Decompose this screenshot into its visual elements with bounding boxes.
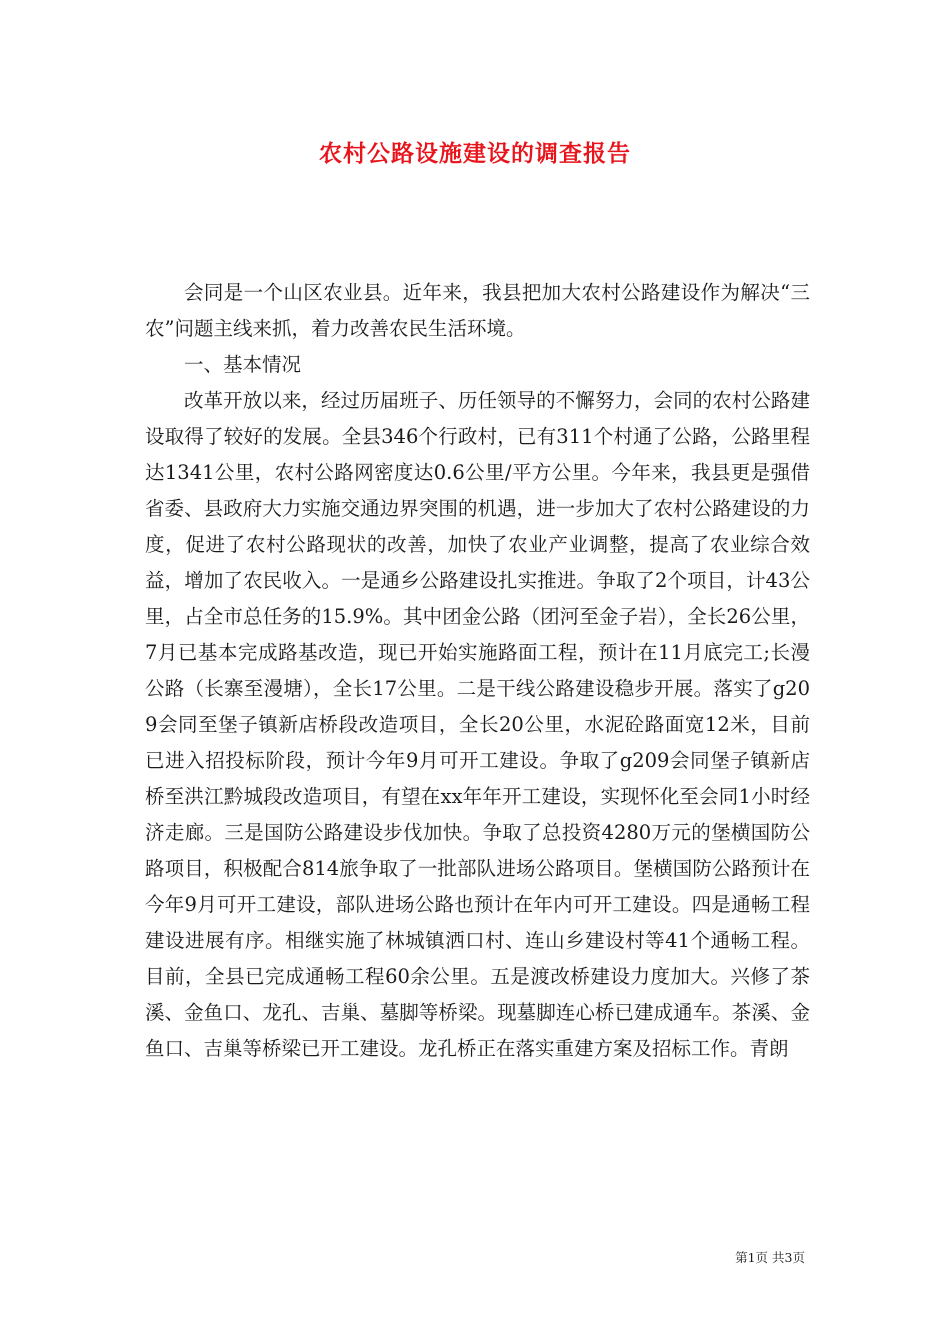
intro-paragraph: 会同是一个山区农业县。近年来，我县把加大农村公路建设作为解决“三农”问题主线来抓，着力改善农民生活环境。 bbox=[145, 281, 810, 340]
body-paragraph: 改革开放以来，经过历届班子、历任领导的不懈努力，会同的农村公路建设取得了较好的发展。全县346个行政村，已有311个村通了公路，公路里程达1341公里，农村公路网密度达0.6公里/平方公里。今年来，我县更是强借省委、县政府大力实施交通边界突围的机遇，进一步加大了农村公路建设的力度，促进了农村公路现状的改善，加快了农业产业调整，提高了农业综合效益，增加了农民收入。一是通乡公路建设扎实推进。争取了2个项目，计43公里，占全市总任务的15.9%。其中团金公路（团河至金子岩），全长26公里，7月已基本完成路基改造，现已开始实施路面工程，预计在11月底完工;长漫公路（长寨至漫塘），全长17公里。二是干线公路建设稳步开展。落实了g209会同至堡子镇新店桥段改造项目，全长20公里，水泥砼路面宽12米，目前已进入招投标阶段，预计今年9月可开工建设。争取了g209会同堡子镇新店桥至洪江黔城段改造项目，有望在xx年年开工建设，实现怀化至会同1小时经济走廊。三是国防公路建设步伐加快。争取了总投资4280万元的堡横国防公路项目，积极配合814旅争取了一批部队进场公路项目。堡横国防公路预计在今年9月可开工建设，部队进场公路也预计在年内可开工建设。四是通畅工程建设进展有序。相继实施了林城镇洒口村、连山乡建设村等41个通畅工程。目前，全县已完成通畅工程60余公里。五是渡改桥建设力度加大。兴修了茶溪、金鱼口、龙孔、吉巢、墓脚等桥梁。现墓脚连心桥已建成通车。茶溪、金鱼口、吉巢等桥梁已开工建设。龙孔桥正在落实重建方案及招标工作。青朗 bbox=[145, 389, 810, 1060]
document-title: 农村公路设施建设的调查报告 bbox=[319, 140, 631, 167]
document-body bbox=[145, 275, 810, 1067]
section-heading-basic-situation: 一、基本情况 bbox=[184, 353, 302, 376]
page-number-footer: 第1页 共3页 bbox=[735, 1250, 805, 1265]
